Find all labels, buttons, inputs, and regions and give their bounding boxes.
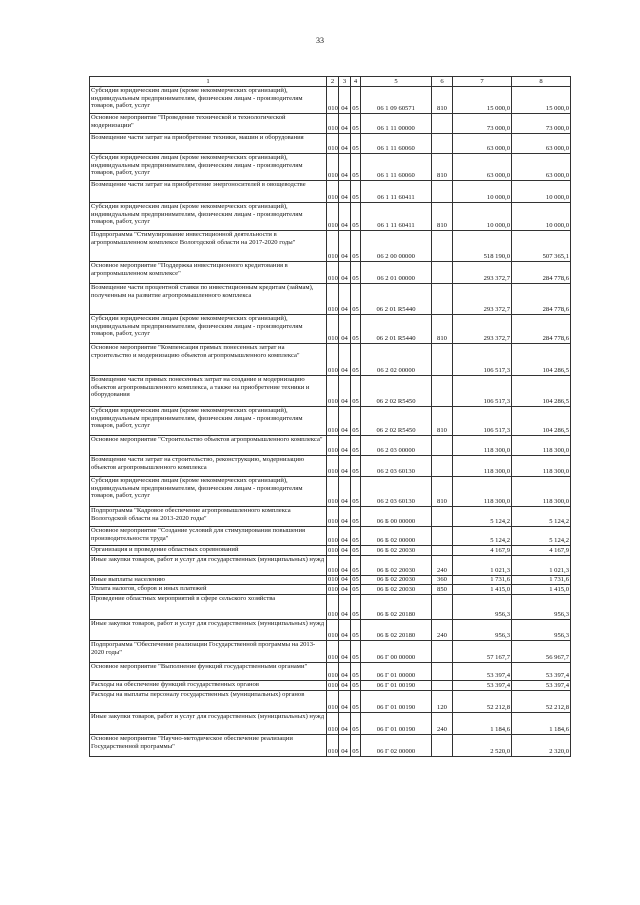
target-article-cell: 06 1 09 60571 (361, 87, 432, 114)
ministry-code-cell: 010 (327, 663, 339, 681)
section-code-cell: 04 (339, 585, 351, 595)
section-code-cell: 04 (339, 527, 351, 546)
ministry-code-cell: 010 (327, 203, 339, 231)
target-article-cell: 06 2 03 60130 (361, 456, 432, 477)
ministry-code-cell: 010 (327, 507, 339, 527)
ministry-code-cell: 010 (327, 344, 339, 376)
table-row (90, 681, 571, 691)
row-name-cell: Подпрограмма "Стимулирование инвестиционной деятельности в агропромышленном комплексе Вологодской области на 2017-2020 годы" (90, 231, 327, 262)
amount-2-cell: 956,3 (512, 595, 571, 620)
row-name-cell: Субсидии юридическим лицам (кроме некоммерческих организаций), индивидуальным предпринимателям, физическим лицам - производителям товаров, работ, услуг (90, 315, 327, 344)
table-row (90, 546, 571, 556)
amount-2-cell: 52 212,8 (512, 691, 571, 713)
header-cell-ministry: 2 (327, 77, 339, 87)
amount-2-cell: 1 184,6 (512, 713, 571, 735)
row-name-cell: Возмещение части затрат на строительство, реконструкцию, модернизацию объектов агропромышленного комплекса (90, 456, 327, 477)
subsection-code-cell: 05 (351, 436, 361, 456)
table-row (90, 585, 571, 595)
target-article-cell: 06 2 02 R5450 (361, 376, 432, 407)
table-row (90, 203, 571, 231)
subsection-code-cell: 05 (351, 344, 361, 376)
header-cell-amount-1: 7 (453, 77, 512, 87)
expense-type-cell: 850 (432, 585, 453, 595)
target-article-cell: 06 Б 00 00000 (361, 507, 432, 527)
section-code-cell: 04 (339, 181, 351, 203)
table-row (90, 315, 571, 344)
ministry-code-cell: 010 (327, 691, 339, 713)
amount-2-cell: 104 286,5 (512, 407, 571, 436)
subsection-code-cell: 05 (352, 547, 359, 555)
amount-2-cell: 56 967,7 (512, 641, 571, 663)
table-row (90, 576, 571, 585)
amount-1-cell: 293 372,7 (453, 284, 512, 315)
section-code-cell: 04 (339, 595, 351, 620)
row-name-cell: Основное мероприятие "Компенсация прямых понесенных затрат на строительство и модернизацию объектов агропромышленного комплекса" (90, 344, 327, 376)
section-code-cell: 04 (339, 154, 351, 181)
table-row (90, 507, 571, 527)
ministry-code-cell: 010 (327, 407, 339, 436)
row-name-cell: Возмещение части затрат на приобретение техники, машин и оборудования (90, 134, 327, 154)
table-row (90, 87, 571, 114)
section-code-cell: 04 (339, 546, 351, 556)
table-row (90, 527, 571, 546)
expense-type-cell: 810 (432, 315, 453, 344)
target-article-cell: 06 Б 02 20180 (361, 620, 432, 641)
table-row (90, 114, 571, 134)
expense-type-cell: 240 (432, 620, 453, 641)
ministry-code-cell: 010 (327, 284, 339, 315)
expense-type-cell (432, 344, 453, 376)
amount-2-cell: 4 167,9 (512, 546, 571, 556)
subsection-code-cell: 05 (351, 315, 361, 344)
expense-type-cell: 810 (432, 477, 453, 507)
ministry-code-cell: 010 (327, 477, 339, 507)
subsection-code-cell: 05 (351, 181, 361, 203)
target-article-cell: 06 2 01 R5440 (361, 284, 432, 315)
expense-type-cell (432, 735, 453, 757)
subsection-code-cell: 05 (351, 735, 361, 757)
amount-1-cell: 106 517,3 (453, 376, 512, 407)
section-code-cell: 04 (339, 344, 351, 376)
amount-1-cell: 106 517,3 (453, 407, 512, 436)
table-row (90, 735, 571, 757)
row-name-cell: Возмещение части затрат на приобретение энергоносителей в овощеводстве (90, 181, 327, 203)
section-code-cell: 04 (339, 681, 351, 691)
amount-1-cell: 1 184,6 (453, 713, 512, 735)
subsection-code-cell: 05 (351, 620, 361, 641)
section-code-cell: 04 (339, 576, 351, 585)
expense-type-cell (432, 527, 453, 546)
row-name-cell: Уплата налогов, сборов и иных платежей (90, 585, 327, 595)
header-cell-subsection: 4 (351, 77, 361, 87)
subsection-code-cell: 05 (351, 154, 361, 181)
amount-2-cell: 104 286,5 (512, 376, 571, 407)
section-code-cell: 04 (339, 556, 351, 576)
expense-type-cell (432, 595, 453, 620)
row-name-cell: Подпрограмма "Кадровое обеспечение агропромышленного комплекса Вологодской области на 2013-2020 годы" (90, 507, 327, 527)
expense-type-cell: 810 (432, 87, 453, 114)
subsection-code-cell: 05 (351, 691, 361, 713)
amount-1-cell: 118 300,0 (453, 477, 512, 507)
table-row (90, 620, 571, 641)
amount-2-cell: 118 300,0 (512, 477, 571, 507)
amount-2-cell: 118 300,0 (512, 436, 571, 456)
amount-1-cell: 57 167,7 (453, 641, 512, 663)
target-article-cell: 06 2 00 00000 (361, 231, 432, 262)
budget-table (89, 76, 571, 757)
expense-type-cell (432, 181, 453, 203)
target-article-cell: 06 Г 00 00000 (361, 641, 432, 663)
amount-1-cell: 106 517,3 (453, 344, 512, 376)
row-name-cell: Субсидии юридическим лицам (кроме некоммерческих организаций), индивидуальным предпринимателям, физическим лицам - производителям товаров, работ, услуг (90, 154, 327, 181)
amount-2-cell: 53 397,4 (512, 663, 571, 681)
amount-2-cell: 10 000,0 (512, 203, 571, 231)
amount-1-cell: 53 397,4 (453, 681, 512, 691)
row-name-cell: Основное мероприятие "Создание условий для стимулирования повышения производительности труда" (90, 527, 327, 546)
target-article-cell: 06 Б 02 20030 (361, 556, 432, 576)
ministry-code-cell: 010 (327, 87, 339, 114)
ministry-code-cell: 010 (327, 231, 339, 262)
ministry-code-cell: 010 (327, 713, 339, 735)
section-code-cell: 04 (339, 436, 351, 456)
section-code-cell: 04 (339, 315, 351, 344)
amount-2-cell: 284 778,6 (512, 315, 571, 344)
row-name-cell: Иные закупки товаров, работ и услуг для государственных (муниципальных) нужд (90, 620, 327, 641)
amount-2-cell: 63 000,0 (512, 154, 571, 181)
section-code-cell: 04 (339, 114, 351, 134)
amount-1-cell: 63 000,0 (453, 154, 512, 181)
target-article-cell: 06 1 11 60060 (361, 134, 432, 154)
ministry-code-cell: 010 (327, 134, 339, 154)
subsection-code-cell: 05 (351, 713, 361, 735)
ministry-code-cell: 010 (327, 262, 339, 284)
target-article-cell: 06 Б 02 20030 (361, 585, 432, 595)
subsection-code-cell: 05 (351, 663, 361, 681)
amount-2-cell: 1 731,6 (512, 576, 571, 585)
expense-type-cell (432, 262, 453, 284)
expense-type-cell (432, 436, 453, 456)
section-code-cell: 04 (339, 284, 351, 315)
table-row (90, 181, 571, 203)
subsection-code-cell: 05 (351, 456, 361, 477)
amount-2-cell: 956,3 (512, 620, 571, 641)
ministry-code-cell: 010 (327, 595, 339, 620)
table-row (90, 231, 571, 262)
amount-1-cell: 518 190,0 (453, 231, 512, 262)
expense-type-cell: 240 (432, 713, 453, 735)
row-name-cell: Иные выплаты населению (90, 576, 327, 585)
row-name-cell: Расходы на выплаты персоналу государственных (муниципальных) органов (90, 691, 327, 713)
expense-type-cell (432, 114, 453, 134)
target-article-cell: 06 2 01 R5440 (361, 315, 432, 344)
header-cell-section: 3 (339, 77, 351, 87)
target-article-cell: 06 Г 01 00190 (361, 681, 432, 691)
row-name-cell: Возмещение части процентной ставки по инвестиционным кредитам (займам), полученным на развитие агропромышленного комплекса (90, 284, 327, 315)
section-code-cell: 04 (339, 735, 351, 757)
section-code-cell: 04 (339, 134, 351, 154)
header-cell-expense-type: 6 (432, 77, 453, 87)
ministry-code-cell: 010 (327, 620, 339, 641)
table-row (90, 691, 571, 713)
subsection-code-cell: 05 (351, 231, 361, 262)
target-article-cell: 06 2 02 00000 (361, 344, 432, 376)
subsection-code-cell: 05 (351, 203, 361, 231)
table-row (90, 284, 571, 315)
subsection-code-cell: 05 (351, 114, 361, 134)
amount-2-cell: 104 286,5 (512, 344, 571, 376)
table-row (90, 713, 571, 735)
ministry-code-cell: 010 (328, 547, 338, 555)
table-row (90, 641, 571, 663)
target-article-cell: 06 2 02 R5450 (361, 407, 432, 436)
amount-2-cell: 5 124,2 (512, 507, 571, 527)
target-article-cell: 06 Б 02 20180 (361, 595, 432, 620)
expense-type-cell (432, 456, 453, 477)
ministry-code-cell: 010 (327, 456, 339, 477)
target-article-cell: 06 2 03 60130 (361, 477, 432, 507)
row-name-cell: Расходы на обеспечение функций государственных органов (90, 681, 327, 691)
subsection-code-cell: 05 (352, 586, 359, 594)
ministry-code-cell: 010 (327, 527, 339, 546)
section-code-cell: 04 (339, 663, 351, 681)
section-code-cell: 04 (339, 376, 351, 407)
amount-2-cell: 118 300,0 (512, 456, 571, 477)
table-row (90, 663, 571, 681)
expense-type-cell (432, 546, 453, 556)
amount-1-cell: 1 021,3 (453, 556, 512, 576)
amount-1-cell: 1 415,0 (453, 585, 512, 595)
expense-type-cell: 240 (432, 556, 453, 576)
budget-table-container (89, 76, 571, 757)
amount-1-cell: 63 000,0 (453, 134, 512, 154)
subsection-code-cell: 05 (351, 262, 361, 284)
row-name-cell: Основное мероприятие "Научно-методическое обеспечение реализации Государственной программы" (90, 735, 327, 757)
expense-type-cell (432, 641, 453, 663)
header-cell-target-article: 5 (361, 77, 432, 87)
target-article-cell: 06 Г 02 00000 (361, 735, 432, 757)
amount-1-cell: 10 000,0 (453, 203, 512, 231)
amount-1-cell: 293 372,7 (453, 315, 512, 344)
expense-type-cell: 810 (432, 203, 453, 231)
amount-2-cell: 73 000,0 (512, 114, 571, 134)
ministry-code-cell: 010 (327, 556, 339, 576)
page-number: 33 (316, 36, 324, 45)
expense-type-cell (432, 134, 453, 154)
target-article-cell: 06 Г 01 00190 (361, 691, 432, 713)
subsection-code-cell: 05 (351, 595, 361, 620)
ministry-code-cell: 010 (327, 154, 339, 181)
amount-2-cell: 284 778,6 (512, 284, 571, 315)
section-code-cell: 04 (339, 262, 351, 284)
section-code-cell: 04 (339, 641, 351, 663)
header-cell-amount-2: 8 (512, 77, 571, 87)
subsection-code-cell: 05 (351, 87, 361, 114)
amount-1-cell: 5 124,2 (453, 527, 512, 546)
amount-2-cell: 507 365,1 (512, 231, 571, 262)
table-row (90, 407, 571, 436)
ministry-code-cell: 010 (327, 181, 339, 203)
subsection-code-cell: 05 (351, 507, 361, 527)
amount-1-cell: 53 397,4 (453, 663, 512, 681)
ministry-code-cell: 010 (328, 586, 338, 594)
table-header-row (90, 77, 571, 87)
target-article-cell: 06 Б 02 00000 (361, 527, 432, 546)
row-name-cell: Основное мероприятие "Выполнение функций государственными органами" (90, 663, 327, 681)
row-name-cell: Основное мероприятие "Поддержка инвестиционного кредитования в агропромышленном комплексе" (90, 262, 327, 284)
ministry-code-cell: 010 (328, 576, 338, 584)
section-code-cell: 04 (339, 691, 351, 713)
target-article-cell: 06 2 01 00000 (361, 262, 432, 284)
amount-1-cell: 1 731,6 (453, 576, 512, 585)
section-code-cell: 04 (339, 407, 351, 436)
subsection-code-cell: 05 (351, 641, 361, 663)
amount-2-cell: 2 320,0 (512, 735, 571, 757)
ministry-code-cell: 010 (327, 315, 339, 344)
row-name-cell: Возмещение части прямых понесенных затрат на создание и модернизацию объектов агропромышленного комплекса, а также на приобретение техники и оборудования (90, 376, 327, 407)
section-code-cell: 04 (339, 713, 351, 735)
row-name-cell: Субсидии юридическим лицам (кроме некоммерческих организаций), индивидуальным предпринимателям, физическим лицам - производителям товаров, работ, услуг (90, 407, 327, 436)
section-code-cell: 04 (339, 231, 351, 262)
ministry-code-cell: 010 (327, 114, 339, 134)
subsection-code-cell: 05 (351, 134, 361, 154)
table-row (90, 154, 571, 181)
table-row (90, 344, 571, 376)
target-article-cell: 06 1 11 60411 (361, 203, 432, 231)
expense-type-cell (432, 376, 453, 407)
section-code-cell: 04 (339, 477, 351, 507)
row-name-cell: Иные закупки товаров, работ и услуг для государственных (муниципальных) нужд (90, 713, 327, 735)
ministry-code-cell: 010 (328, 682, 338, 690)
amount-2-cell: 10 000,0 (512, 181, 571, 203)
amount-1-cell: 293 372,7 (453, 262, 512, 284)
amount-1-cell: 15 000,0 (453, 87, 512, 114)
subsection-code-cell: 05 (351, 556, 361, 576)
amount-2-cell: 5 124,2 (512, 527, 571, 546)
expense-type-cell (432, 284, 453, 315)
amount-2-cell: 63 000,0 (512, 134, 571, 154)
ministry-code-cell: 010 (327, 376, 339, 407)
table-row (90, 595, 571, 620)
table-row (90, 134, 571, 154)
expense-type-cell (432, 681, 453, 691)
expense-type-cell (432, 663, 453, 681)
target-article-cell: 06 2 03 00000 (361, 436, 432, 456)
table-row (90, 456, 571, 477)
table-body (90, 87, 571, 757)
row-name-cell: Субсидии юридическим лицам (кроме некоммерческих организаций), индивидуальным предпринимателям, физическим лицам - производителям товаров, работ, услуг (90, 87, 327, 114)
row-name-cell: Основное мероприятие "Строительство объектов агропромышленного комплекса" (90, 436, 327, 456)
subsection-code-cell: 05 (351, 376, 361, 407)
amount-1-cell: 4 167,9 (453, 546, 512, 556)
amount-1-cell: 73 000,0 (453, 114, 512, 134)
subsection-code-cell: 05 (351, 477, 361, 507)
amount-1-cell: 10 000,0 (453, 181, 512, 203)
target-article-cell: 06 Г 01 00190 (361, 713, 432, 735)
ministry-code-cell: 010 (327, 436, 339, 456)
amount-2-cell: 1 021,3 (512, 556, 571, 576)
target-article-cell: 06 1 11 00000 (361, 114, 432, 134)
ministry-code-cell: 010 (327, 735, 339, 757)
row-name-cell: Иные закупки товаров, работ и услуг для государственных (муниципальных) нужд (90, 556, 327, 576)
subsection-code-cell: 05 (351, 407, 361, 436)
section-code-cell: 04 (339, 87, 351, 114)
section-code-cell: 04 (339, 507, 351, 527)
ministry-code-cell: 010 (327, 641, 339, 663)
amount-1-cell: 118 300,0 (453, 456, 512, 477)
amount-2-cell: 284 778,6 (512, 262, 571, 284)
amount-2-cell: 53 397,4 (512, 681, 571, 691)
section-code-cell: 04 (339, 203, 351, 231)
expense-type-cell: 120 (432, 691, 453, 713)
row-name-cell: Субсидии юридическим лицам (кроме некоммерческих организаций), индивидуальным предпринимателям, физическим лицам - производителям товаров, работ, услуг (90, 477, 327, 507)
subsection-code-cell: 05 (351, 284, 361, 315)
table-row (90, 556, 571, 576)
amount-1-cell: 2 520,0 (453, 735, 512, 757)
table-row (90, 262, 571, 284)
table-row (90, 376, 571, 407)
amount-1-cell: 52 212,8 (453, 691, 512, 713)
subsection-code-cell: 05 (352, 576, 359, 584)
amount-1-cell: 956,3 (453, 595, 512, 620)
row-name-cell: Субсидии юридическим лицам (кроме некоммерческих организаций), индивидуальным предпринимателям, физическим лицам - производителям товаров, работ, услуг (90, 203, 327, 231)
expense-type-cell: 810 (432, 154, 453, 181)
row-name-cell: Подпрограмма "Обеспечение реализации Государственной программы на 2013-2020 годы" (90, 641, 327, 663)
row-name-cell: Основное мероприятие "Проведение технической и технологической модернизации" (90, 114, 327, 134)
header-cell-name: 1 (90, 77, 327, 87)
expense-type-cell: 810 (432, 407, 453, 436)
row-name-cell: Организация и проведение областных соревнований (90, 546, 327, 556)
target-article-cell: 06 1 11 60411 (361, 181, 432, 203)
amount-1-cell: 5 124,2 (453, 507, 512, 527)
table-row (90, 436, 571, 456)
section-code-cell: 04 (339, 620, 351, 641)
subsection-code-cell: 05 (351, 527, 361, 546)
target-article-cell: 06 1 11 60060 (361, 154, 432, 181)
section-code-cell: 04 (339, 456, 351, 477)
expense-type-cell: 360 (432, 576, 453, 585)
row-name-cell: Проведение областных мероприятий в сфере сельского хозяйства (90, 595, 327, 620)
target-article-cell: 06 Г 01 00000 (361, 663, 432, 681)
subsection-code-cell: 05 (352, 682, 359, 690)
amount-1-cell: 956,3 (453, 620, 512, 641)
amount-2-cell: 15 000,0 (512, 87, 571, 114)
expense-type-cell (432, 507, 453, 527)
expense-type-cell (432, 231, 453, 262)
amount-1-cell: 118 300,0 (453, 436, 512, 456)
target-article-cell: 06 Б 02 20030 (361, 546, 432, 556)
table-row (90, 477, 571, 507)
target-article-cell: 06 Б 02 20030 (361, 576, 432, 585)
amount-2-cell: 1 415,0 (512, 585, 571, 595)
